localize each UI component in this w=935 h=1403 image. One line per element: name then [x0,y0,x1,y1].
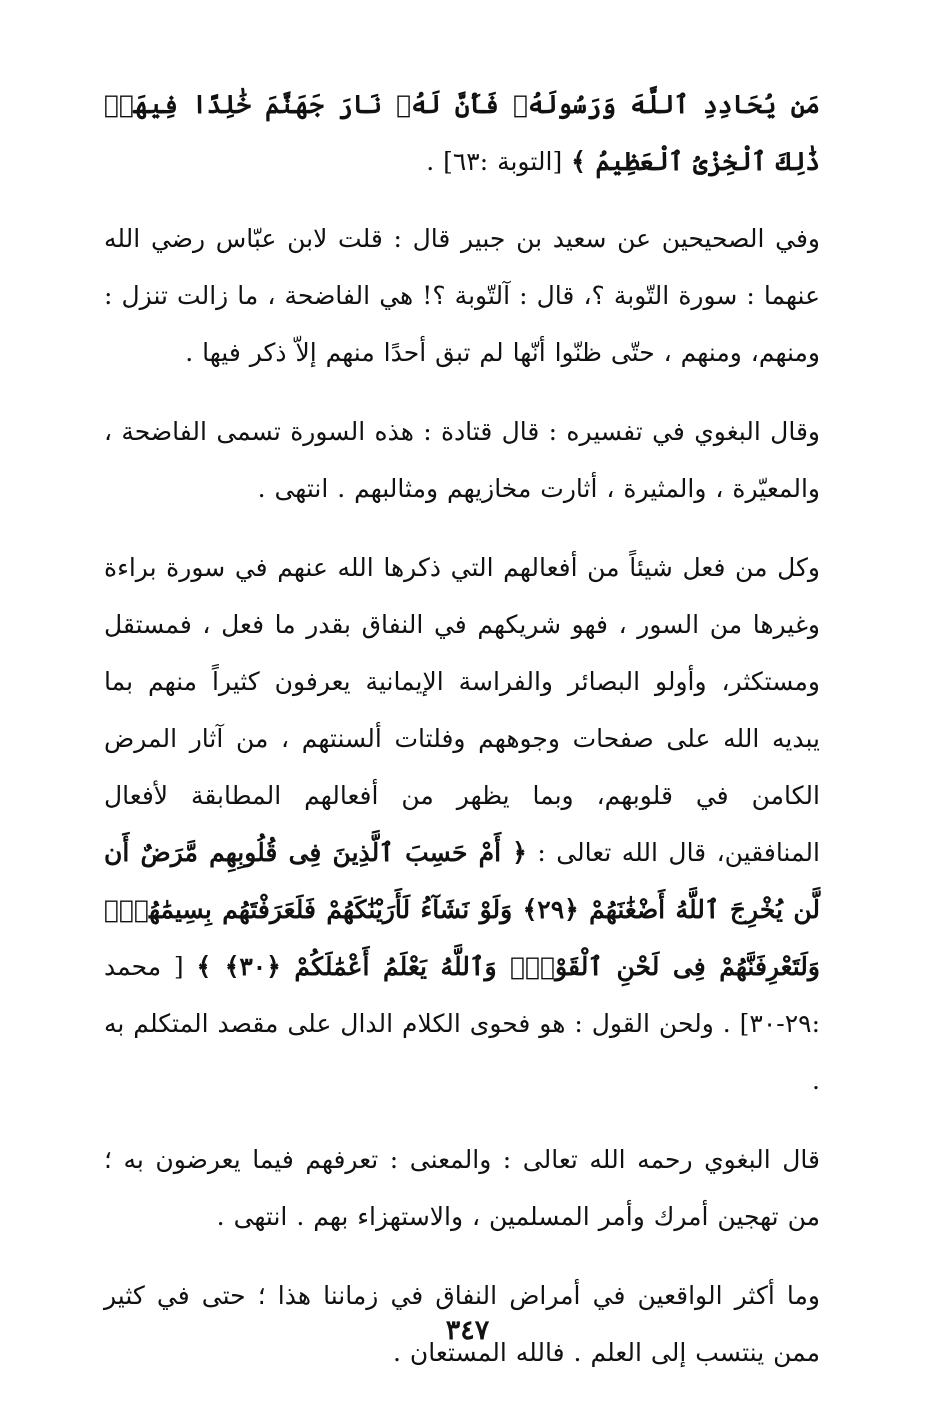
quran-verse-muhammad: ﴿ أَمْ حَسِبَ ٱلَّذِينَ فِى قُلُوبِهِم مَّرَضٌ أَن لَّن يُخْرِجَ ٱللَّهُ أَضْغَٰنَهُمْ ﴿٢٩﴾ وَلَوْ نَشَآءُ لَأَرَيْنَٰكَهُمْ فَلَعَرَفْتَهُم بِسِيمَٰهُمْۚ وَلَتَعْرِفَنَّهُمْ فِى لَحْنِ ٱلْقَوْلِۚ وَٱللَّهُ يَعْلَمُ أَعْمَٰلَكُمْ ﴿٣٠﴾ ﴾ [104,838,820,981]
page-body [104,76,820,1403]
paragraph-text: [ محمد :٢٩-٣٠] . ولحن القول : هو فحوى الكلام الدال على مقصد المتكلم به . [104,952,820,1095]
paragraph-5 [104,1131,820,1245]
paragraph-text: وما أكثر الواقعين في أمراض النفاق في زماننا هذا ؛ حتى في كثير ممن ينتسب إلى العلم . فالله المستعان . [104,1281,820,1367]
verse-reference: [التوبة :٦٣] . [426,147,572,176]
paragraph-4 [104,539,820,1109]
paragraph-1 [104,76,820,190]
paragraph-3 [104,403,820,517]
paragraph-text: وقال البغوي في تفسيره : قال قتادة : هذه السورة تسمى الفاضحة ، والمعيّرة ، والمثيرة ، أثارت مخازيهم ومثالبهم . انتهى . [104,417,820,503]
paragraph-2 [104,210,820,381]
paragraph-text: قال البغوي رحمه الله تعالى : والمعنى : تعرفهم فيما يعرضون به ؛ من تهجين أمرك وأمر المسلمين ، والاستهزاء بهم . انتهى . [104,1145,820,1231]
paragraph-text: وكل من فعل شيئاً من أفعالهم التي ذكرها الله عنهم في سورة براءة وغيرها من السور ، فهو شريكهم في النفاق بقدر ما فعل ، فمستقل ومستكثر، وأولو البصائر والفراسة الإيمانية يعرفون كثيراً منهم بما يبديه الله على صفحات وجوههم وفلتات ألسنتهم ، من آثار المرض الكامن في قلوبهم، وبما يظهر من أفعالهم المطابقة لأفعال المنافقين، قال الله تعالى : [104,553,820,867]
quran-verse-tawbah: مَن يُحَادِدِ ٱللَّهَ وَرَسُولَهُۥ فَأَنَّ لَهُۥ نَارَ جَهَنَّمَ خَٰلِدًا فِيهَاۚ ذَٰلِكَ ٱلْخِزْىُ ٱلْعَظِيمُ ﴾ [104,90,820,176]
page-number: ٣٤٧ [445,1315,490,1346]
paragraph-text: وفي الصحيحين عن سعيد بن جبير قال : قلت لابن عبّاس رضي الله عنهما : سورة التّوبة ؟، قال : آلتّوبة ؟! هي الفاضحة ، ما زالت تنزل : ومنهم، ومنهم ، حتّى ظنّوا أنّها لم تبق أحدًا منهم إلاّ ذكر فيها . [104,224,820,367]
